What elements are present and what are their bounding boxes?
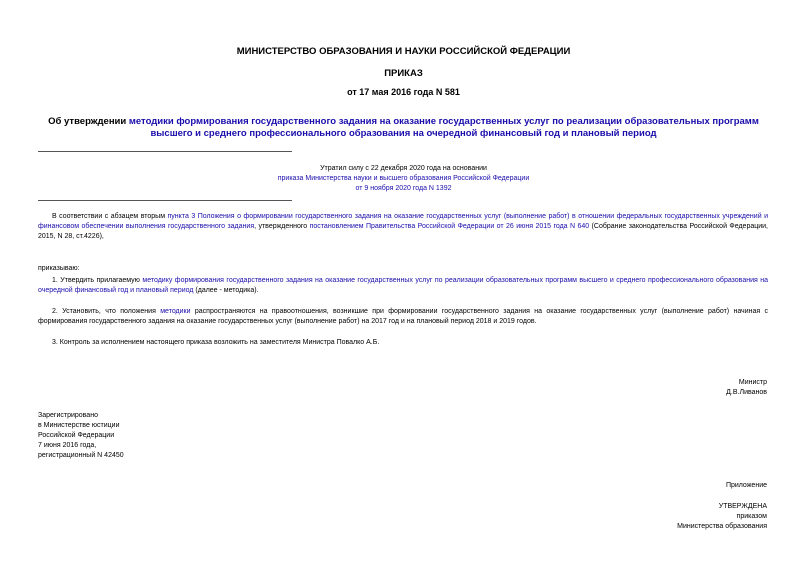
approval-approved: УТВЕРЖДЕНА: [718, 503, 767, 510]
notice-link-line-2[interactable]: приказа Министерства науки и высшего образования Российской Федерации: [277, 175, 530, 182]
registration-line-3: Российской Федерации: [38, 432, 115, 439]
signature-position: Министр: [738, 379, 767, 386]
appendix-label: Приложение: [725, 482, 767, 489]
item-3: 3. Контроль за исполнением настоящего приказа возложить на заместителя Министра Повалко А.Б.: [52, 339, 380, 346]
registration-line-2: в Министерстве юстиции: [38, 422, 120, 429]
approval-ministry: Министерства образования: [677, 523, 767, 530]
registration-block: [38, 411, 124, 461]
title-link[interactable]: методики формирования государственного задания на оказание государственных услуг по реализации образовательных программ высшего и среднего профессионального образования на очередной финансовый год и плановый период: [128, 116, 759, 139]
order-word: приказываю:: [38, 265, 80, 272]
doc-date-number: от 17 мая 2016 года N 581: [347, 87, 460, 97]
ministry-heading: МИНИСТЕРСТВО ОБРАЗОВАНИЯ И НАУКИ РОССИЙСКОЙ ФЕДЕРАЦИИ: [236, 46, 571, 57]
preamble-text-3: (Собрание законодательства Российской Федерации, 2015, N 28, ст.4226),: [38, 223, 769, 240]
notice-link-line-3[interactable]: от 9 ноября 2020 года N 1392: [355, 185, 452, 192]
item-1-methodology-link[interactable]: методику формирования государственного задания на оказание государственных услуг по реализации образовательных программ высшего и среднего профессионального образования на очередной финансовый год и плановый период: [38, 277, 768, 294]
preamble-link-regulation[interactable]: пункта 3 Положения о формировании государственного задания на оказание государственных услуг (выполнение работ) в отношении федеральных государственных учреждений и финансовом обеспечении выполнения государственного задания: [38, 213, 768, 230]
registration-line-5: регистрационный N 42450: [38, 452, 124, 459]
item-1-text-b: (далее - методика).: [193, 287, 259, 294]
item-2: [38, 307, 768, 327]
preamble-paragraph: [38, 212, 768, 242]
doc-type-heading: ПРИКАЗ: [384, 68, 423, 79]
repeal-notice: [0, 164, 807, 194]
notice-line-1: Утратил силу с 22 декабря 2020 года на основании: [320, 165, 487, 172]
notice-top-divider: [38, 151, 292, 152]
registration-line-1: Зарегистрировано: [38, 412, 98, 419]
preamble-text-2: , утвержденного: [254, 223, 310, 230]
approval-by-order: приказом: [736, 513, 767, 520]
registration-line-4: 7 июня 2016 года,: [38, 442, 97, 449]
document-title: [40, 116, 767, 140]
signature-block: [726, 378, 767, 398]
item-1-text-a: 1. Утвердить прилагаемую: [52, 277, 143, 284]
item-2-text-b: распространяются на правоотношения, возникшие при формировании государственного задания на оказание государственных услуг (выполнение работ) начиная с формирования государственного задания на оказание государственных услуг (выполнение работ) на 2017 год и на плановый период 2018 и 2019 годов.: [38, 308, 769, 325]
item-1: [38, 276, 768, 296]
notice-bottom-divider: [38, 200, 292, 201]
preamble-text-1: В соответствии с абзацем вторым: [52, 213, 168, 220]
title-prefix: Об утверждении: [48, 116, 129, 127]
item-2-methodology-link[interactable]: методики: [160, 308, 191, 315]
signature-name: Д.В.Ливанов: [726, 389, 767, 396]
item-2-text-a: 2. Установить, что положения: [52, 308, 161, 315]
approval-block: [677, 502, 767, 532]
preamble-link-decree[interactable]: постановлением Правительства Российской Федерации от 26 июня 2015 года N 640: [309, 223, 590, 230]
